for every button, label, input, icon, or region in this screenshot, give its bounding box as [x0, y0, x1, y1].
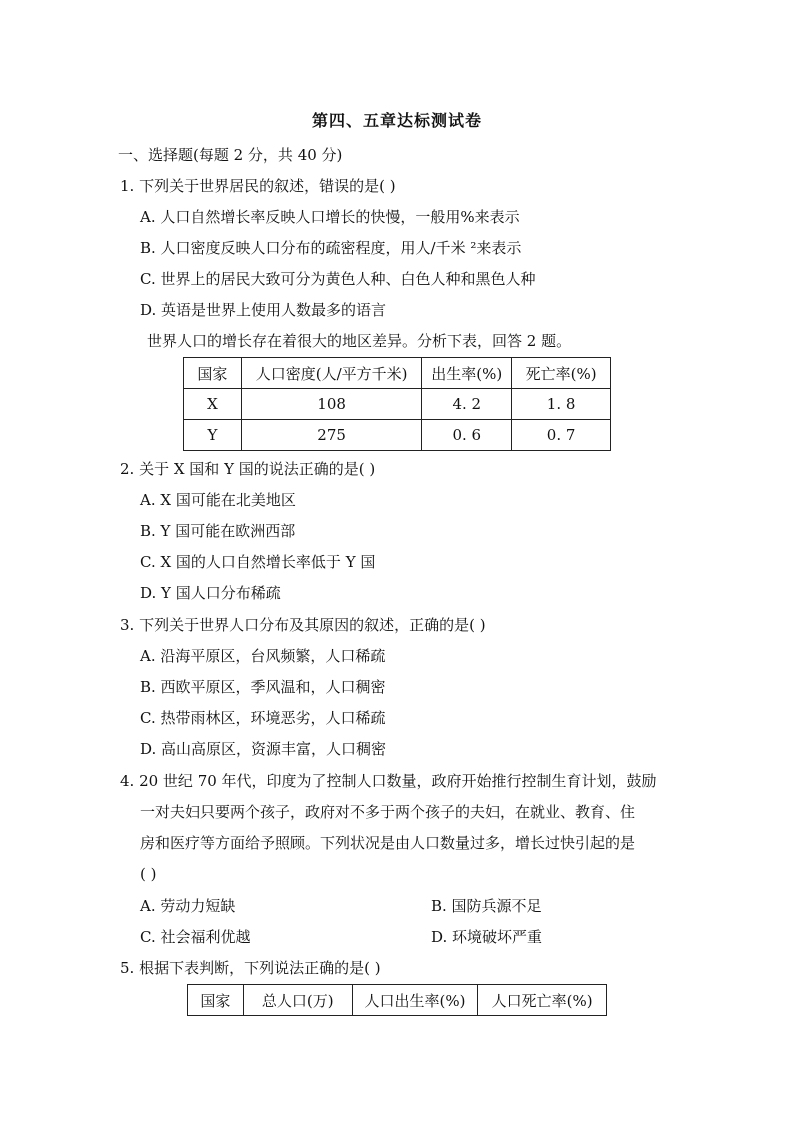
table-header-cell: 国家 — [188, 985, 244, 1016]
question-3-option-a: A. 沿海平原区，台风频繁，人口稀疏 — [140, 647, 386, 665]
population-table — [183, 357, 611, 451]
question-2-option-c: C. X 国的人口自然增长率低于 Y 国 — [140, 553, 376, 571]
question-2-intro: 世界人口的增长存在着很大的地区差异。分析下表，回答 2 题。 — [147, 332, 572, 350]
question-3-option-d: D. 高山高原区，资源丰富，人口稠密 — [140, 740, 387, 758]
question-4-stem-line-4: ( ) — [140, 865, 157, 883]
question-1-stem: 1. 下列关于世界居民的叙述，错误的是( ) — [120, 177, 396, 195]
question-4-stem-line-2: 一对夫妇只要两个孩子，政府对不多于两个孩子的夫妇，在就业、教育、住 — [140, 803, 636, 821]
question-3-stem: 3. 下列关于世界人口分布及其原因的叙述，正确的是( ) — [120, 616, 486, 634]
question-4-option-b: B. 国防兵源不足 — [431, 897, 542, 915]
section-heading: 一、选择题(每题 2 分，共 40 分) — [118, 146, 343, 164]
question-5-stem: 5. 根据下表判断，下列说法正确的是( ) — [120, 959, 381, 977]
table-cell: 108 — [241, 389, 422, 420]
question-4-option-d: D. 环境破坏严重 — [431, 928, 543, 946]
table-cell: 1. 8 — [512, 389, 611, 420]
table-cell: 275 — [241, 420, 422, 451]
question-1-option-c: C. 世界上的居民大致可分为黄色人种、白色人种和黑色人种 — [140, 270, 536, 288]
page-title: 第四、五章达标测试卷 — [311, 111, 482, 130]
table-cell: 0. 6 — [422, 420, 512, 451]
table-cell: 4. 2 — [422, 389, 512, 420]
question-1-option-d: D. 英语是世界上使用人数最多的语言 — [140, 301, 387, 319]
question-4-option-a: A. 劳动力短缺 — [140, 897, 236, 915]
table-cell: 0. 7 — [512, 420, 611, 451]
question-1-option-b: B. 人口密度反映人口分布的疏密程度，用人/千米 ²来表示 — [140, 239, 522, 257]
population-rate-table — [187, 984, 607, 1016]
question-4-stem-line-3: 房和医疗等方面给予照顾。下列状况是由人口数量过多，增长过快引起的是 — [140, 834, 636, 852]
question-3-option-b: B. 西欧平原区，季风温和，人口稠密 — [140, 678, 386, 696]
table-header-cell: 死亡率(%) — [512, 358, 611, 389]
table-row — [184, 389, 611, 420]
table-header-cell: 总人口(万) — [243, 985, 352, 1016]
table-header-cell: 出生率(%) — [422, 358, 512, 389]
question-2-option-d: D. Y 国人口分布稀疏 — [140, 584, 281, 602]
table-header-cell: 国家 — [184, 358, 242, 389]
table-header-row — [184, 358, 611, 389]
table-header-row — [188, 985, 607, 1016]
question-2-stem: 2. 关于 X 国和 Y 国的说法正确的是( ) — [120, 460, 376, 478]
question-3-option-c: C. 热带雨林区，环境恶劣，人口稀疏 — [140, 709, 386, 727]
question-4-option-c: C. 社会福利优越 — [140, 928, 251, 946]
table-header-cell: 人口密度(人/平方千米) — [241, 358, 422, 389]
table-header-cell: 人口死亡率(%) — [478, 985, 607, 1016]
question-2-option-b: B. Y 国可能在欧洲西部 — [140, 522, 296, 540]
question-1-option-a: A. 人口自然增长率反映人口增长的快慢，一般用%来表示 — [140, 208, 520, 226]
question-2-option-a: A. X 国可能在北美地区 — [140, 491, 296, 509]
table-cell: X — [184, 389, 242, 420]
table-cell: Y — [184, 420, 242, 451]
table-header-cell: 人口出生率(%) — [352, 985, 478, 1016]
question-4-stem-line-1: 4. 20 世纪 70 年代，印度为了控制人口数量，政府开始推行控制生育计划，鼓励 — [120, 772, 657, 790]
table-row — [184, 420, 611, 451]
